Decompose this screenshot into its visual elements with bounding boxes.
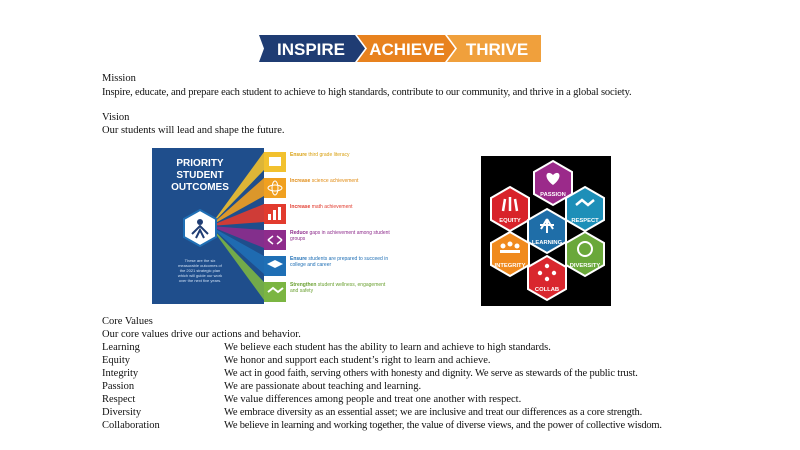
outcomes-title-line-3: OUTCOMES <box>171 182 229 193</box>
inspire-achieve-thrive-banner <box>259 35 541 62</box>
outcome-item-3: Increase math achievement <box>290 204 353 210</box>
core-value-term: Learning <box>102 342 140 353</box>
svg-text:EQUITY: EQUITY <box>499 218 521 224</box>
core-value-term: Respect <box>102 394 136 405</box>
mission-text: Inspire, educate, and prepare each student to achieve to high standards, contribute to our community, and thrive in a global society. <box>102 87 632 98</box>
core-values-hexagon-graphic <box>481 156 611 306</box>
vision-text: Our students will lead and shape the future. <box>102 125 285 136</box>
integrity-hex <box>491 232 529 276</box>
gap-icon <box>264 230 286 250</box>
handshake-icon <box>264 282 286 302</box>
banner-word-achieve: ACHIEVE <box>369 40 445 59</box>
svg-text:PASSION: PASSION <box>540 192 566 198</box>
outcomes-title-line-2: STUDENT <box>176 170 224 181</box>
outcome-item-4: Reduce gaps in achievement among student groups <box>290 230 390 242</box>
outcomes-caption-5: over the next five years. <box>178 278 222 283</box>
core-value-definition: We honor and support each student’s right to learn and achieve. <box>224 355 491 366</box>
outcomes-caption-3: the 2021 strategic plan <box>179 268 221 273</box>
outcome-item-6: Strengthen student wellness, engagement and safety <box>290 282 386 294</box>
core-value-term: Diversity <box>102 407 142 418</box>
core-values-heading: Core Values <box>102 316 153 327</box>
diversity-hex <box>566 232 604 276</box>
core-value-definition: We embrace diversity as an essential asset; we are inclusive and treat our differences as a core strength. <box>224 407 643 418</box>
core-value-term: Passion <box>102 381 135 392</box>
svg-text:RESPECT: RESPECT <box>571 218 599 224</box>
core-value-definition: We act in good faith, serving others with honesty and dignity. We serve as stewards of the public trust. <box>224 368 638 379</box>
respect-hex <box>566 187 604 231</box>
mission-heading: Mission <box>102 73 136 84</box>
banner-word-thrive: THRIVE <box>465 40 529 59</box>
equity-hex <box>491 187 529 231</box>
outcome-item-5: Ensure students are prepared to succeed in college and career <box>290 256 389 268</box>
outcomes-caption-2: measurable outcomes of <box>178 263 222 268</box>
svg-text:DIVERSITY: DIVERSITY <box>569 263 601 269</box>
core-value-row-passion <box>102 380 722 393</box>
collab-hex <box>528 256 566 300</box>
core-value-term: Equity <box>102 355 130 366</box>
core-value-definition: We are passionate about teaching and learning. <box>224 381 422 392</box>
outcomes-caption-1: These are the six <box>184 258 216 263</box>
outcome-item-1: Ensure third grade literacy <box>290 152 350 158</box>
core-value-row-collaboration <box>102 419 722 432</box>
core-value-row-respect <box>102 393 722 406</box>
outcomes-title-line-1: PRIORITY <box>176 158 224 169</box>
core-value-row-diversity <box>102 406 722 419</box>
svg-text:LEARNING: LEARNING <box>531 240 563 246</box>
svg-text:INTEGRITY: INTEGRITY <box>494 263 526 269</box>
outcomes-caption-4: which will guide our work <box>177 273 223 278</box>
svg-text:COLLAB: COLLAB <box>534 287 560 293</box>
vision-heading: Vision <box>102 112 130 123</box>
core-value-definition: We believe each student has the ability to learn and achieve to high standards. <box>224 342 551 353</box>
banner-word-inspire: INSPIRE <box>276 40 346 59</box>
core-value-term: Collaboration <box>102 420 160 431</box>
core-value-term: Integrity <box>102 368 139 379</box>
core-value-definition: We value differences among people and treat one another with respect. <box>224 394 522 405</box>
learning-hex <box>528 209 566 253</box>
core-value-row-integrity <box>102 367 722 380</box>
core-value-row-learning <box>102 341 722 354</box>
outcome-item-2: Increase science achievement <box>290 178 359 184</box>
core-value-definition: We believe in learning and working together, the value of diverse views, and the power of collective wisdom. <box>224 420 662 431</box>
core-values-intro: Our core values drive our actions and behavior. <box>102 329 301 340</box>
core-value-row-equity <box>102 354 722 367</box>
